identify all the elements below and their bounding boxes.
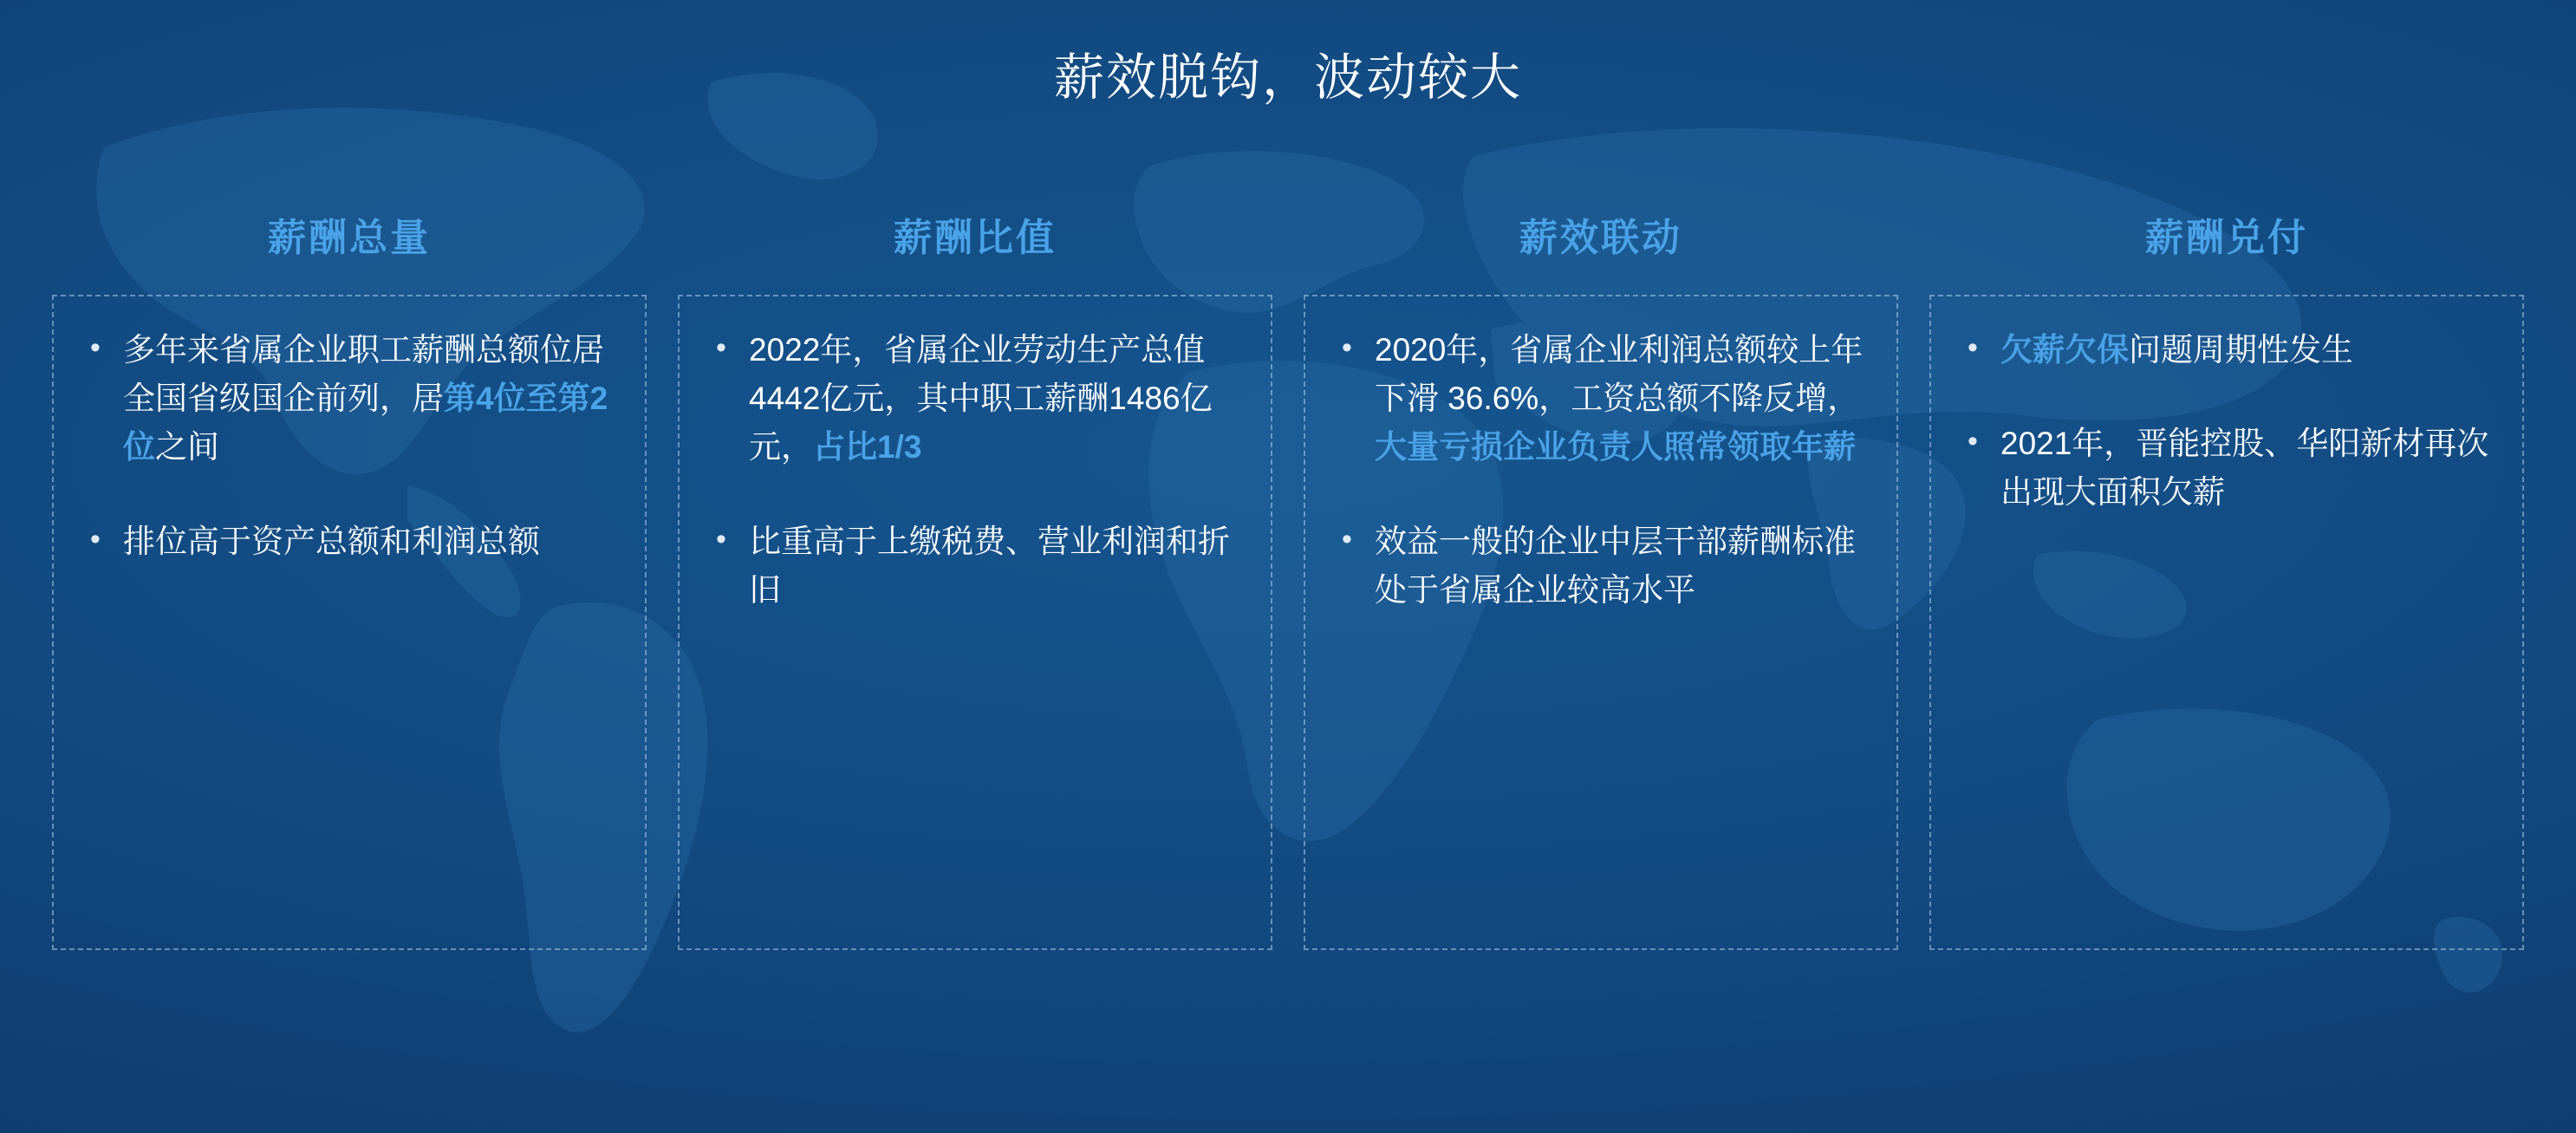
bullet-text: 比重高于上缴税费、营业利润和折旧 xyxy=(749,523,1230,608)
column-1-bullet-list xyxy=(69,326,622,566)
column-2-box xyxy=(678,295,1272,950)
column-3-heading: 薪效联动 xyxy=(1519,217,1682,259)
column-2-heading: 薪酬比值 xyxy=(894,217,1057,259)
column-4 xyxy=(1929,206,2524,950)
bullet-text: 排位高于资产总额和利润总额 xyxy=(123,523,540,559)
list-item xyxy=(1947,326,2500,374)
bullet-text: 2021年，晋能控股、华阳新材再次出现大面积欠薪 xyxy=(2000,426,2489,511)
column-1 xyxy=(52,206,647,950)
bullet-text: 2022年，省属企业劳动生产总值 4442亿元，其中职工薪酬1486亿元， xyxy=(749,332,1213,466)
list-item xyxy=(69,326,622,472)
column-1-heading: 薪酬总量 xyxy=(268,217,431,259)
list-item xyxy=(1321,326,1874,472)
column-2-bullet-list xyxy=(695,326,1248,615)
bullet-text: 之间 xyxy=(155,429,219,466)
bullet-text: 2020年，省属企业利润总额较上年下滑 36.6%，工资总额不降反增， xyxy=(1375,332,1864,417)
bullet-text: 问题周期性发生 xyxy=(2129,332,2353,368)
list-item xyxy=(69,518,622,566)
bullet-highlight: 第4位至第2位 xyxy=(123,381,608,466)
list-item xyxy=(695,518,1248,615)
column-1-box xyxy=(52,295,647,950)
list-item xyxy=(695,326,1248,472)
list-item xyxy=(1321,518,1874,615)
column-3 xyxy=(1304,206,1898,950)
columns-container xyxy=(52,206,2524,950)
column-4-heading: 薪酬兑付 xyxy=(2145,217,2308,259)
bullet-highlight: 大量亏损企业负责人照常领取年薪 xyxy=(1375,429,1856,466)
column-2 xyxy=(678,206,1272,950)
page-title: 薪效脱钩，波动较大 xyxy=(1053,49,1522,106)
list-item xyxy=(1947,420,2500,517)
column-4-bullet-list xyxy=(1947,326,2500,518)
column-3-bullet-list xyxy=(1321,326,1874,615)
bullet-text: 多年来省属企业职工薪酬总额位居全国省级国企前列，居 xyxy=(123,332,604,417)
bullet-highlight: 占比1/3 xyxy=(813,429,922,466)
bullet-highlight: 欠薪欠保 xyxy=(2000,332,2129,368)
column-4-box xyxy=(1929,295,2524,950)
column-3-box xyxy=(1304,295,1898,950)
bullet-text: 效益一般的企业中层干部薪酬标准处于省属企业较高水平 xyxy=(1375,523,1856,608)
